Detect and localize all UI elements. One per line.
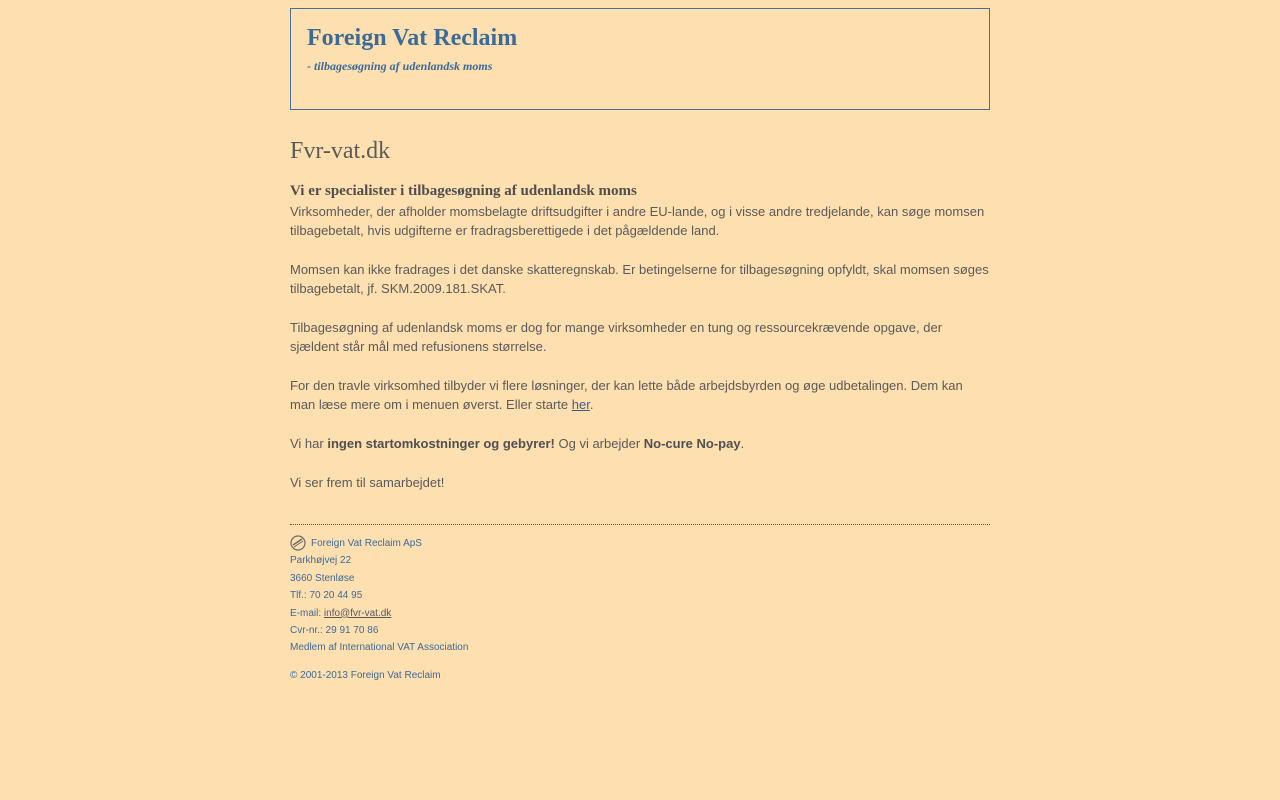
company-logo-icon bbox=[290, 535, 306, 551]
pricing-text-3: . bbox=[740, 436, 745, 451]
pricing-text-2: Og vi arbejder bbox=[554, 436, 644, 451]
main-content bbox=[290, 135, 990, 492]
site-tagline: - tilbagesøgning af udenlandsk moms bbox=[307, 59, 493, 73]
page-wrapper bbox=[290, 8, 990, 684]
page-subheading: Vi er specialister i tilbagesøgning af udenlandsk moms bbox=[290, 183, 637, 199]
footer-company-name: Foreign Vat Reclaim ApS bbox=[311, 538, 422, 549]
site-footer bbox=[290, 535, 990, 684]
footer-cvr: Cvr-nr.: 29 91 70 86 bbox=[290, 625, 379, 637]
site-header bbox=[290, 8, 990, 110]
paragraph-solutions-end: . bbox=[589, 397, 594, 412]
footer-company-line bbox=[290, 535, 990, 552]
no-cure-no-pay-highlight: No-cure No-pay bbox=[643, 436, 741, 451]
footer-email-link[interactable]: info@fvr-vat.dk bbox=[323, 607, 392, 619]
paragraph-deduction: Momsen kan ikke fradrages i det danske skatteregnskab. Er betingelserne for tilbagesøgning opfyldt, skal momsen søges tilbagebetalt, jf. SKM.2009.181.SKAT. bbox=[290, 262, 989, 296]
paragraph-burden: Tilbagesøgning af udenlandsk moms er dog for mange virksomheder en tung og ressourcekrævende opgave, der sjældent står mål med refusionens størrelse. bbox=[290, 320, 943, 354]
paragraph-solutions-text: For den travle virksomhed tilbyder vi flere løsninger, der kan lette både arbejdsbyrden og øge udbetalingen. Dem kan man læse mere om i menuen øverst. Eller starte bbox=[290, 378, 963, 412]
start-here-link[interactable]: her bbox=[571, 397, 590, 412]
footer-membership: Medlem af International VAT Association bbox=[290, 642, 469, 654]
site-title[interactable]: Foreign Vat Reclaim bbox=[307, 25, 518, 51]
footer-email-label: E-mail: bbox=[290, 607, 324, 619]
footer-divider bbox=[290, 524, 990, 525]
paragraph-intro: Virksomheder, der afholder momsbelagte driftsudgifter i andre EU-lande, og i visse andre tredjelande, kan søge momsen tilbagebetalt, hvis udgifterne er fradragsberettigede i det pågældende land. bbox=[290, 204, 985, 238]
paragraph-pricing bbox=[290, 434, 990, 453]
pricing-text-1: Vi har bbox=[290, 436, 328, 451]
footer-address: Parkhøjvej 22 bbox=[290, 555, 352, 567]
page-title: Fvr-vat.dk bbox=[290, 138, 391, 164]
footer-city: 3660 Stenløse bbox=[290, 572, 355, 584]
footer-copyright: © 2001-2013 Foreign Vat Reclaim bbox=[290, 669, 441, 681]
footer-email-line bbox=[290, 605, 990, 622]
paragraph-solutions bbox=[290, 376, 990, 414]
footer-phone: Tlf.: 70 20 44 95 bbox=[290, 590, 363, 602]
paragraph-closing: Vi ser frem til samarbejdet! bbox=[290, 475, 445, 490]
no-fees-highlight: ingen startomkostninger og gebyrer! bbox=[327, 436, 555, 451]
